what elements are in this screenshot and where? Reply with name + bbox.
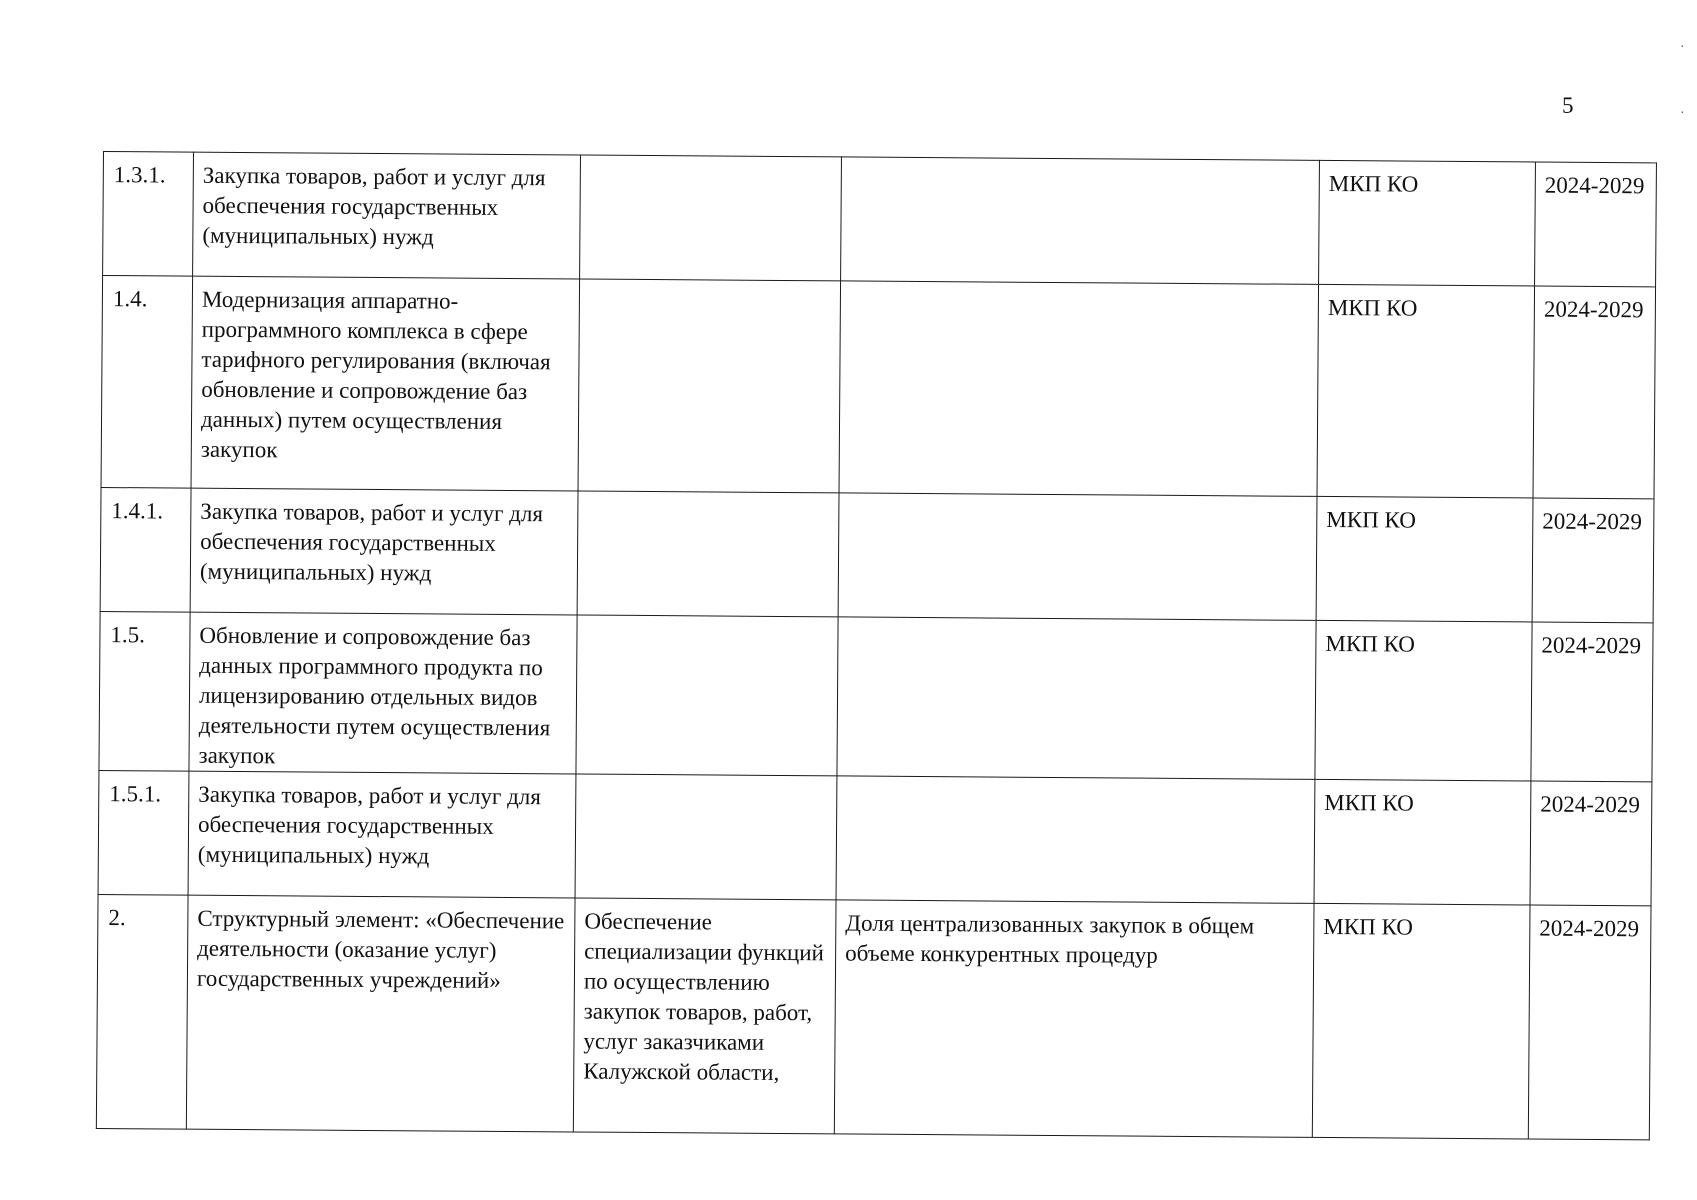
period-cell: 2024-2029	[1532, 498, 1654, 623]
task-cell	[575, 774, 837, 900]
task-cell	[580, 155, 842, 281]
activity-name: Закупка товаров, работ и услуг для обеспечения государственных (муниципальных) нужд	[188, 771, 576, 898]
indicator-cell	[836, 776, 1315, 904]
activity-name: Закупка товаров, работ и услуг для обеспечения государственных (муниципальных) нужд	[190, 488, 578, 615]
table-row	[98, 770, 1652, 905]
task-cell: Обеспечение специализации функций по осуществлению закупок товаров, работ, услуг заказчиками Калужской области,	[573, 898, 836, 1134]
period-cell: 2024-2029	[1533, 286, 1656, 499]
period-cell: 2024-2029	[1531, 622, 1653, 782]
indicator-cell: Доля централизованных закупок в общем объеме конкурентных процедур	[834, 900, 1314, 1137]
activity-name: Обновление и сопровождение баз данных программного продукта по лицензированию отдельных видов деятельности путем осуществления закупок	[189, 612, 577, 774]
executor-cell: МКП КО	[1316, 496, 1533, 622]
indicator-cell	[839, 281, 1319, 496]
executor-cell: МКП КО	[1314, 779, 1531, 905]
executor-cell: МКП КО	[1317, 284, 1535, 498]
scan-mark: ·	[1680, 106, 1685, 121]
period-cell: 2024-2029	[1530, 781, 1652, 906]
executor-cell: МКП КО	[1312, 903, 1530, 1139]
row-number: 1.5.	[99, 611, 190, 771]
activity-name: Модернизация аппаратно-программного комплекса в сфере тарифного регулирования (включая обновление и сопровождение баз данных) путем осуществления закупок	[191, 276, 580, 491]
table-row	[96, 894, 1651, 1139]
period-cell: 2024-2029	[1535, 162, 1657, 287]
row-number: 1.4.1.	[100, 487, 191, 612]
executor-cell: МКП КО	[1319, 160, 1536, 286]
task-cell	[576, 615, 838, 776]
row-number: 1.4.	[101, 276, 193, 489]
activity-name: Структурный элемент: «Обеспечение деятельности (оказание услуг) государственных учреждений»	[186, 895, 575, 1132]
row-number: 2.	[96, 894, 188, 1129]
indicator-cell	[837, 617, 1316, 779]
row-number: 1.5.1.	[98, 770, 189, 895]
period-cell: 2024-2029	[1528, 905, 1651, 1140]
task-cell	[577, 491, 839, 617]
table-row	[99, 611, 1653, 781]
row-number: 1.3.1.	[103, 152, 194, 277]
table-row	[101, 276, 1656, 499]
page-number: 5	[1562, 93, 1574, 118]
activities-table	[96, 151, 1657, 1140]
table-row	[100, 487, 1654, 622]
table-row	[103, 152, 1657, 287]
activity-name: Закупка товаров, работ и услуг для обеспечения государственных (муниципальных) нужд	[193, 152, 581, 279]
indicator-cell	[838, 493, 1317, 621]
scan-mark: ·	[1680, 40, 1685, 55]
indicator-cell	[841, 157, 1320, 285]
executor-cell: МКП КО	[1315, 620, 1532, 781]
task-cell	[578, 279, 841, 493]
